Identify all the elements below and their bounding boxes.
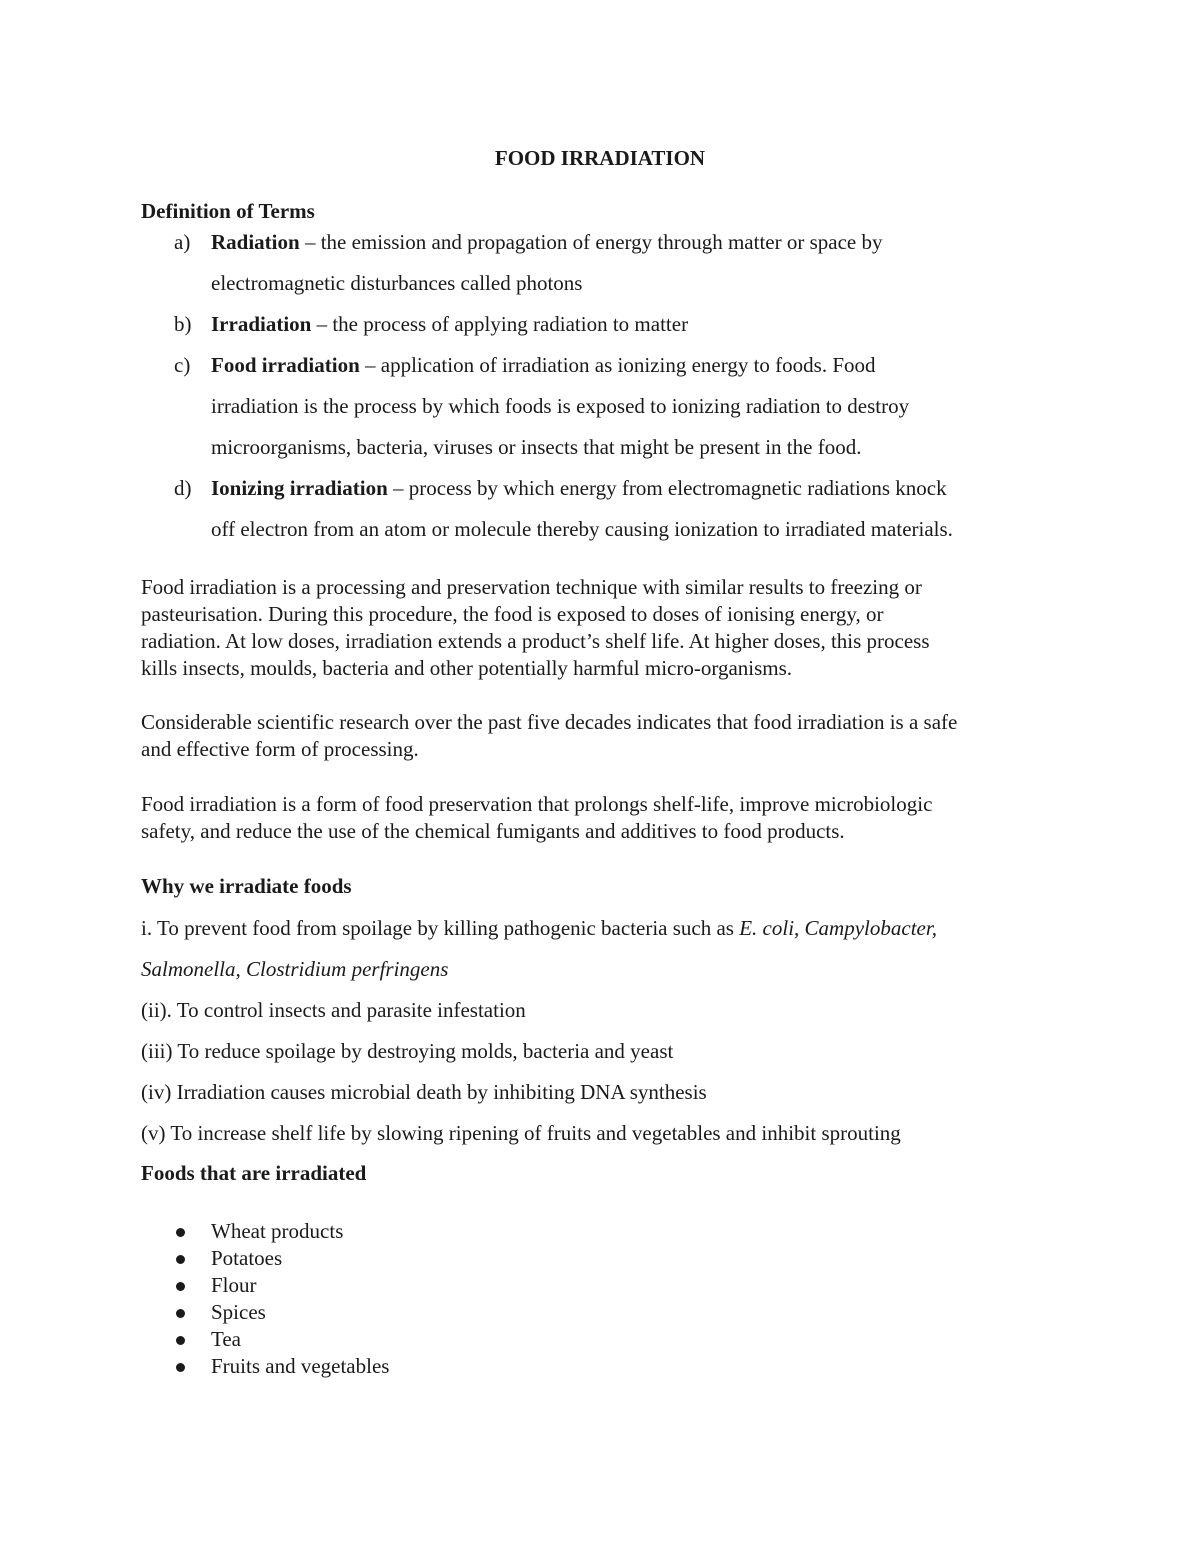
definition-line (211, 304, 1101, 345)
why-item: (iv) Irradiation causes microbial death by inhibiting DNA synthesis (141, 1080, 707, 1104)
why-item-text: i. To prevent food from spoilage by killing pathogenic bacteria such as (141, 916, 740, 940)
foods-list (141, 1218, 741, 1380)
why-item: (ii). To control insects and parasite infestation (141, 998, 526, 1022)
paragraph-line: Food irradiation is a processing and preservation technique with similar results to freezing or (141, 575, 922, 599)
definition-line: microorganisms, bacteria, viruses or insects that might be present in the food. (211, 435, 862, 459)
definition-line (211, 345, 1101, 386)
bullet-icon (176, 1228, 185, 1237)
definition-item (141, 345, 1101, 468)
list-item-label: Spices (211, 1300, 266, 1324)
definition-term: Food irradiation (211, 353, 360, 377)
list-item-label: Potatoes (211, 1246, 283, 1270)
paragraph-line: radiation. At low doses, irradiation extends a product’s shelf life. At higher doses, this process (141, 629, 930, 653)
list-item (141, 1245, 741, 1272)
list-item-label: Tea (211, 1327, 242, 1351)
list-item (141, 1218, 741, 1245)
why-item: (v) To increase shelf life by slowing ripening of fruits and vegetables and inhibit sprouting (141, 1121, 901, 1145)
list-item-label: Flour (211, 1273, 257, 1297)
paragraph-line: Considerable scientific research over the past five decades indicates that food irradiation is a safe (141, 710, 958, 734)
paragraph-line: kills insects, moulds, bacteria and other potentially harmful micro-organisms. (141, 656, 793, 680)
paragraph-preservation (141, 791, 1071, 845)
definition-item (141, 222, 1101, 304)
foods-heading: Foods that are irradiated (141, 1161, 367, 1185)
paragraph-line: safety, and reduce the use of the chemical fumigants and additives to food products. (141, 819, 845, 843)
paragraph-line: and effective form of processing. (141, 737, 419, 761)
definition-line: electromagnetic disturbances called photons (211, 271, 583, 295)
list-item-label: Fruits and vegetables (211, 1354, 390, 1378)
definition-item (141, 304, 1101, 345)
definition-text: – application of irradiation as ionizing energy to foods. Food (359, 353, 876, 377)
definition-marker: a) (174, 230, 191, 254)
paragraph-research (141, 709, 1071, 763)
paragraph-line: pasteurisation. During this procedure, the food is exposed to doses of ionising energy, or (141, 602, 884, 626)
definitions-heading: Definition of Terms (141, 199, 315, 223)
why-item-italic: E. coli, Campylobacter, (739, 916, 937, 940)
why-item-italic: Salmonella, Clostridium perfringens (141, 957, 449, 981)
definition-term: Radiation (211, 230, 300, 254)
why-list (141, 908, 1101, 1154)
bullet-icon (176, 1336, 185, 1345)
paragraph-line: Food irradiation is a form of food preservation that prolongs shelf-life, improve microbiologic (141, 792, 933, 816)
list-item (141, 1299, 741, 1326)
definition-text: – the process of applying radiation to matter (311, 312, 689, 336)
bullet-icon (176, 1255, 185, 1264)
definition-marker: d) (174, 476, 192, 500)
bullet-icon (176, 1282, 185, 1291)
why-heading: Why we irradiate foods (141, 874, 352, 898)
definition-term: Ionizing irradiation (211, 476, 388, 500)
paragraph-overview (141, 574, 1071, 682)
definition-line: irradiation is the process by which foods is exposed to ionizing radiation to destroy (211, 394, 910, 418)
list-item-label: Wheat products (211, 1219, 344, 1243)
why-item-continued (141, 949, 1101, 990)
bullet-icon (176, 1309, 185, 1318)
why-item (141, 908, 1101, 949)
definition-text: – process by which energy from electromagnetic radiations knock (387, 476, 947, 500)
definition-marker: c) (174, 353, 191, 377)
bullet-icon (176, 1363, 185, 1372)
definition-item (141, 468, 1101, 550)
definition-line: off electron from an atom or molecule thereby causing ionization to irradiated materials. (211, 517, 953, 541)
definitions-list (141, 222, 1101, 550)
why-item: (iii) To reduce spoilage by destroying molds, bacteria and yeast (141, 1039, 674, 1063)
list-item (141, 1326, 741, 1353)
list-item (141, 1272, 741, 1299)
definition-term: Irradiation (211, 312, 312, 336)
definition-line (211, 222, 1101, 263)
definition-text: – the emission and propagation of energy through matter or space by (299, 230, 883, 254)
list-item (141, 1353, 741, 1380)
definition-line (211, 468, 1101, 509)
definition-marker: b) (174, 312, 192, 336)
document-title: FOOD IRRADIATION (494, 146, 706, 170)
